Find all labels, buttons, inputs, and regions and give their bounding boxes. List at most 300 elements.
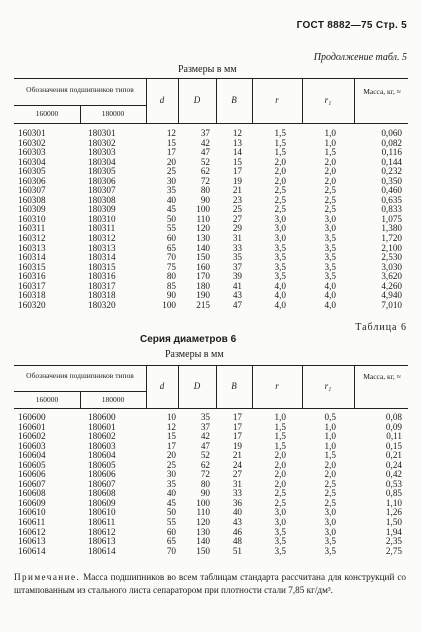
cell-type-180000: 180313 <box>88 242 116 253</box>
table-row <box>14 489 408 499</box>
cell-type-160000: 160315 <box>18 261 46 272</box>
cell-type-160000: 160607 <box>18 478 46 489</box>
cell-mass: 1,26 <box>385 507 402 518</box>
cell-type-160000: 160610 <box>18 507 46 518</box>
cell-B: 24 <box>232 459 242 470</box>
cell-D: 90 <box>200 488 210 499</box>
cell-B: 29 <box>232 223 242 234</box>
cell-d: 90 <box>166 290 176 301</box>
cell-type-180000: 180320 <box>88 299 116 310</box>
cell-d: 75 <box>166 261 176 272</box>
cell-D: 47 <box>200 440 210 451</box>
cell-type-180000: 180312 <box>88 233 116 244</box>
cell-B: 17 <box>232 431 242 442</box>
cell-D: 150 <box>196 545 210 556</box>
cell-type-160000: 160312 <box>18 233 46 244</box>
cell-D: 120 <box>196 223 210 234</box>
header-r: r <box>275 95 279 105</box>
cell-d: 100 <box>162 299 176 310</box>
cell-type-180000: 180611 <box>88 517 116 528</box>
table-row <box>14 196 408 206</box>
table-row <box>14 508 408 518</box>
cell-B: 27 <box>232 213 242 224</box>
cell-type-160000: 160611 <box>18 517 46 528</box>
footnote-label: Примечание. <box>14 572 81 582</box>
cell-d: 30 <box>166 175 176 186</box>
cell-D: 180 <box>196 280 210 291</box>
table5-body <box>14 129 408 310</box>
cell-r1: 3,0 <box>324 223 336 234</box>
cell-d: 60 <box>166 233 176 244</box>
cell-type-180000: 180310 <box>88 213 116 224</box>
cell-B: 21 <box>232 450 242 461</box>
cell-B: 31 <box>232 233 242 244</box>
header-type-180000: 180000 <box>101 109 125 118</box>
cell-mass: 0,082 <box>381 137 402 148</box>
table-row <box>14 291 408 301</box>
cell-r: 2,0 <box>274 450 286 461</box>
cell-D: 140 <box>196 536 210 547</box>
cell-d: 20 <box>166 156 176 167</box>
cell-mass: 2,75 <box>385 545 402 556</box>
cell-type-160000: 160307 <box>18 185 46 196</box>
cell-r: 1,5 <box>274 137 286 148</box>
cell-type-180000: 180301 <box>88 128 116 138</box>
cell-D: 72 <box>200 175 210 186</box>
cell-D: 100 <box>196 204 210 215</box>
cell-type-180000: 180600 <box>88 412 116 422</box>
cell-r1: 3,0 <box>324 526 336 537</box>
cell-r1: 2,5 <box>324 194 336 205</box>
cell-d: 17 <box>166 147 176 158</box>
cell-d: 55 <box>166 223 176 234</box>
cell-mass: 1,50 <box>385 517 402 528</box>
cell-r: 3,0 <box>274 233 286 244</box>
cell-D: 80 <box>200 185 210 196</box>
cell-r: 2,5 <box>274 194 286 205</box>
cell-r1: 2,0 <box>324 175 336 186</box>
table-row <box>14 177 408 187</box>
cell-type-160000: 160309 <box>18 204 46 215</box>
cell-mass: 1,075 <box>381 213 402 224</box>
table-row <box>14 518 408 528</box>
cell-r1: 2,5 <box>324 204 336 215</box>
header-type-160000: 160000 <box>35 109 59 118</box>
cell-type-180000: 180303 <box>88 147 116 158</box>
table-continuation-label: Продолжение табл. 5 <box>313 52 407 63</box>
table-row <box>14 413 408 423</box>
table-row <box>14 186 408 196</box>
table-row <box>14 253 408 263</box>
cell-type-180000: 180608 <box>88 488 116 499</box>
cell-mass: 0,11 <box>386 431 402 442</box>
cell-r1: 1,0 <box>324 421 336 432</box>
header-designations: Обозначения подшипников типов <box>26 85 134 94</box>
cell-B: 27 <box>232 469 242 480</box>
cell-d: 25 <box>166 459 176 470</box>
cell-r1: 3,5 <box>324 252 336 263</box>
cell-mass: 4,940 <box>381 290 402 301</box>
cell-r1: 2,5 <box>324 185 336 196</box>
table-row <box>14 528 408 538</box>
cell-B: 48 <box>232 536 242 547</box>
cell-D: 80 <box>200 478 210 489</box>
cell-type-180000: 180306 <box>88 175 116 186</box>
cell-B: 19 <box>232 440 242 451</box>
table5-units: Размеры в мм <box>178 64 237 75</box>
cell-type-160000: 160314 <box>18 252 46 263</box>
header-D: D <box>193 95 201 105</box>
cell-D: 120 <box>196 517 210 528</box>
cell-type-160000: 160603 <box>18 440 46 451</box>
cell-type-160000: 160608 <box>18 488 46 499</box>
cell-type-180000: 180316 <box>88 271 116 282</box>
cell-mass: 0,635 <box>381 194 402 205</box>
cell-D: 62 <box>200 166 210 177</box>
cell-B: 33 <box>232 488 242 499</box>
cell-type-160000: 160318 <box>18 290 46 301</box>
table-row <box>14 537 408 547</box>
cell-r1: 3,5 <box>324 233 336 244</box>
header-type-180000: 180000 <box>101 395 125 404</box>
cell-D: 150 <box>196 252 210 263</box>
cell-d: 65 <box>166 242 176 253</box>
cell-type-160000: 160606 <box>18 469 46 480</box>
cell-B: 47 <box>232 299 242 310</box>
cell-d: 30 <box>166 469 176 480</box>
cell-mass: 0,08 <box>385 412 402 422</box>
cell-D: 42 <box>200 431 210 442</box>
table6-series-title: Серия диаметров 6 <box>140 334 237 345</box>
cell-r1: 2,5 <box>324 497 336 508</box>
cell-r1: 3,0 <box>324 507 336 518</box>
cell-mass: 1,720 <box>381 233 402 244</box>
cell-r: 3,0 <box>274 213 286 224</box>
table6-units: Размеры в мм <box>165 349 224 360</box>
cell-r1: 1,5 <box>324 450 336 461</box>
cell-B: 46 <box>232 526 242 537</box>
header-type-160000: 160000 <box>35 395 59 404</box>
header-r1: r₁ <box>324 381 332 391</box>
cell-type-160000: 160613 <box>18 536 46 547</box>
cell-r1: 2,5 <box>324 488 336 499</box>
cell-d: 40 <box>166 488 176 499</box>
cell-type-160000: 160600 <box>18 412 46 422</box>
table-row <box>14 158 408 168</box>
table-row <box>14 167 408 177</box>
cell-r1: 3,0 <box>324 517 336 528</box>
page-header: ГОСТ 8882—75 Стр. 5 <box>296 20 407 31</box>
cell-r: 3,5 <box>274 526 286 537</box>
cell-mass: 3,620 <box>381 271 402 282</box>
cell-r: 1,0 <box>274 412 286 422</box>
cell-r: 2,0 <box>274 459 286 470</box>
cell-type-180000: 180610 <box>88 507 116 518</box>
cell-d: 85 <box>166 280 176 291</box>
table-row <box>14 129 408 139</box>
cell-r1: 3,5 <box>324 545 336 556</box>
header-d: d <box>159 381 165 391</box>
cell-r: 1,5 <box>274 440 286 451</box>
cell-r: 1,5 <box>274 421 286 432</box>
cell-B: 39 <box>232 271 242 282</box>
cell-type-160000: 160317 <box>18 280 46 291</box>
cell-type-160000: 160602 <box>18 431 46 442</box>
cell-d: 60 <box>166 526 176 537</box>
cell-d: 50 <box>166 213 176 224</box>
cell-type-180000: 180609 <box>88 497 116 508</box>
cell-type-160000: 160304 <box>18 156 46 167</box>
cell-D: 215 <box>196 299 210 310</box>
cell-mass: 0,53 <box>385 478 402 489</box>
cell-B: 23 <box>232 194 242 205</box>
cell-mass: 0,21 <box>385 450 402 461</box>
footnote <box>14 571 406 596</box>
header-D: D <box>193 381 201 391</box>
cell-r: 3,5 <box>274 271 286 282</box>
cell-r: 4,0 <box>274 280 286 291</box>
cell-type-180000: 180318 <box>88 290 116 301</box>
cell-type-180000: 180315 <box>88 261 116 272</box>
cell-type-180000: 180604 <box>88 450 116 461</box>
cell-D: 42 <box>200 137 210 148</box>
header-designations: Обозначения подшипников типов <box>26 371 134 380</box>
cell-B: 36 <box>232 497 242 508</box>
cell-type-160000: 160306 <box>18 175 46 186</box>
cell-D: 130 <box>196 526 210 537</box>
cell-r1: 3,5 <box>324 271 336 282</box>
cell-B: 17 <box>232 421 242 432</box>
cell-B: 40 <box>232 507 242 518</box>
cell-type-180000: 180309 <box>88 204 116 215</box>
cell-type-160000: 160604 <box>18 450 46 461</box>
cell-mass: 0,85 <box>385 488 402 499</box>
table-row <box>14 461 408 471</box>
cell-mass: 0,116 <box>381 147 402 158</box>
cell-D: 37 <box>200 128 210 138</box>
cell-B: 35 <box>232 252 242 263</box>
cell-B: 21 <box>232 185 242 196</box>
cell-r: 3,0 <box>274 223 286 234</box>
cell-type-180000: 180613 <box>88 536 116 547</box>
header-B: B <box>231 381 237 391</box>
cell-r: 2,0 <box>274 175 286 186</box>
cell-r: 3,0 <box>274 507 286 518</box>
cell-type-160000: 160302 <box>18 137 46 148</box>
cell-mass: 1,380 <box>381 223 402 234</box>
cell-r: 2,5 <box>274 488 286 499</box>
cell-d: 55 <box>166 517 176 528</box>
cell-r: 4,0 <box>274 299 286 310</box>
cell-D: 160 <box>196 261 210 272</box>
cell-D: 47 <box>200 147 210 158</box>
table6-caption: Таблица 6 <box>355 322 407 333</box>
cell-type-180000: 180614 <box>88 545 116 556</box>
cell-mass: 0,460 <box>381 185 402 196</box>
table-row <box>14 499 408 509</box>
cell-B: 43 <box>232 290 242 301</box>
table-row <box>14 432 408 442</box>
cell-d: 45 <box>166 204 176 215</box>
cell-r: 1,5 <box>274 147 286 158</box>
cell-r: 3,5 <box>274 261 286 272</box>
cell-type-180000: 180305 <box>88 166 116 177</box>
cell-D: 62 <box>200 459 210 470</box>
table-row <box>14 423 408 433</box>
cell-d: 40 <box>166 194 176 205</box>
cell-type-180000: 180612 <box>88 526 116 537</box>
cell-B: 12 <box>232 128 242 138</box>
header-d: d <box>159 95 165 105</box>
cell-r: 2,5 <box>274 497 286 508</box>
cell-B: 15 <box>232 156 242 167</box>
cell-mass: 0,42 <box>385 469 402 480</box>
cell-r: 3,5 <box>274 545 286 556</box>
header-r1: r₁ <box>324 95 332 105</box>
cell-D: 110 <box>196 507 210 518</box>
cell-d: 20 <box>166 450 176 461</box>
cell-mass: 1,10 <box>385 497 402 508</box>
cell-d: 10 <box>166 412 176 422</box>
cell-type-180000: 180607 <box>88 478 116 489</box>
cell-d: 45 <box>166 497 176 508</box>
cell-r1: 2,0 <box>324 469 336 480</box>
cell-D: 90 <box>200 194 210 205</box>
table-row <box>14 215 408 225</box>
cell-type-160000: 160316 <box>18 271 46 282</box>
table6-body <box>14 413 408 556</box>
cell-type-180000: 180314 <box>88 252 116 263</box>
cell-r1: 3,5 <box>324 242 336 253</box>
table-row <box>14 139 408 149</box>
cell-B: 31 <box>232 478 242 489</box>
cell-r: 1,5 <box>274 431 286 442</box>
cell-r1: 3,5 <box>324 536 336 547</box>
cell-type-180000: 180311 <box>88 223 116 234</box>
table-row <box>14 547 408 557</box>
cell-type-160000: 160308 <box>18 194 46 205</box>
cell-D: 190 <box>196 290 210 301</box>
cell-d: 25 <box>166 166 176 177</box>
cell-mass: 0,350 <box>381 175 402 186</box>
cell-type-180000: 180601 <box>88 421 116 432</box>
table-row <box>14 263 408 273</box>
cell-B: 14 <box>232 147 242 158</box>
table-row <box>14 282 408 292</box>
cell-r1: 1,0 <box>324 137 336 148</box>
cell-type-160000: 160609 <box>18 497 46 508</box>
table-row <box>14 480 408 490</box>
cell-D: 100 <box>196 497 210 508</box>
cell-r1: 4,0 <box>324 280 336 291</box>
cell-type-160000: 160303 <box>18 147 46 158</box>
footnote-text: Масса подшипников во всем таблицам стандарта рассчитана для конструкций со штампованным из стального листа сепаратором при плотности стали 7,85 кг/дм³. <box>14 572 406 595</box>
cell-D: 72 <box>200 469 210 480</box>
cell-type-160000: 160313 <box>18 242 46 253</box>
cell-d: 12 <box>166 421 176 432</box>
cell-r: 2,0 <box>274 156 286 167</box>
cell-type-180000: 180308 <box>88 194 116 205</box>
table5-header <box>14 78 408 124</box>
cell-type-160000: 160305 <box>18 166 46 177</box>
cell-type-180000: 180317 <box>88 280 116 291</box>
cell-type-180000: 180606 <box>88 469 116 480</box>
header-B: B <box>231 95 237 105</box>
cell-r: 3,0 <box>274 517 286 528</box>
cell-d: 35 <box>166 478 176 489</box>
cell-r: 3,5 <box>274 536 286 547</box>
cell-mass: 2,100 <box>381 242 402 253</box>
cell-type-180000: 180602 <box>88 431 116 442</box>
cell-r1: 2,0 <box>324 166 336 177</box>
header-r: r <box>275 381 279 391</box>
cell-d: 80 <box>166 271 176 282</box>
cell-d: 70 <box>166 252 176 263</box>
cell-r: 1,5 <box>274 128 286 138</box>
cell-B: 17 <box>232 412 242 422</box>
cell-mass: 3,030 <box>381 261 402 272</box>
header-mass: Масса, кг, ≈ <box>363 87 401 96</box>
cell-r: 2,5 <box>274 204 286 215</box>
cell-mass: 4,260 <box>381 280 402 291</box>
cell-r: 2,0 <box>274 469 286 480</box>
cell-type-180000: 180302 <box>88 137 116 148</box>
cell-D: 52 <box>200 156 210 167</box>
cell-r: 4,0 <box>274 290 286 301</box>
cell-r1: 1,0 <box>324 128 336 138</box>
cell-r1: 1,0 <box>324 431 336 442</box>
cell-D: 110 <box>196 213 210 224</box>
cell-mass: 0,09 <box>385 421 402 432</box>
table-row <box>14 470 408 480</box>
cell-type-160000: 160612 <box>18 526 46 537</box>
cell-type-160000: 160310 <box>18 213 46 224</box>
cell-B: 33 <box>232 242 242 253</box>
cell-r: 3,5 <box>274 242 286 253</box>
cell-B: 19 <box>232 175 242 186</box>
cell-r1: 3,0 <box>324 213 336 224</box>
cell-D: 52 <box>200 450 210 461</box>
table6-header <box>14 365 408 409</box>
cell-r1: 0,5 <box>324 412 336 422</box>
table-row <box>14 451 408 461</box>
table-row <box>14 224 408 234</box>
table-row <box>14 205 408 215</box>
cell-mass: 1,94 <box>385 526 402 537</box>
cell-mass: 0,24 <box>385 459 402 470</box>
cell-type-160000: 160601 <box>18 421 46 432</box>
table-row <box>14 234 408 244</box>
cell-type-180000: 180304 <box>88 156 116 167</box>
cell-r1: 4,0 <box>324 290 336 301</box>
cell-r: 3,5 <box>274 252 286 263</box>
cell-r1: 2,0 <box>324 156 336 167</box>
cell-B: 43 <box>232 517 242 528</box>
cell-D: 130 <box>196 233 210 244</box>
header-mass: Масса, кг, ≈ <box>363 372 401 381</box>
cell-B: 41 <box>232 280 242 291</box>
cell-r: 2,5 <box>274 185 286 196</box>
cell-mass: 0,232 <box>381 166 402 177</box>
cell-D: 170 <box>196 271 210 282</box>
cell-r: 2,0 <box>274 478 286 489</box>
cell-d: 70 <box>166 545 176 556</box>
cell-d: 15 <box>166 137 176 148</box>
cell-r1: 1,0 <box>324 440 336 451</box>
cell-r: 2,0 <box>274 166 286 177</box>
cell-r1: 1,5 <box>324 147 336 158</box>
cell-r1: 2,0 <box>324 459 336 470</box>
